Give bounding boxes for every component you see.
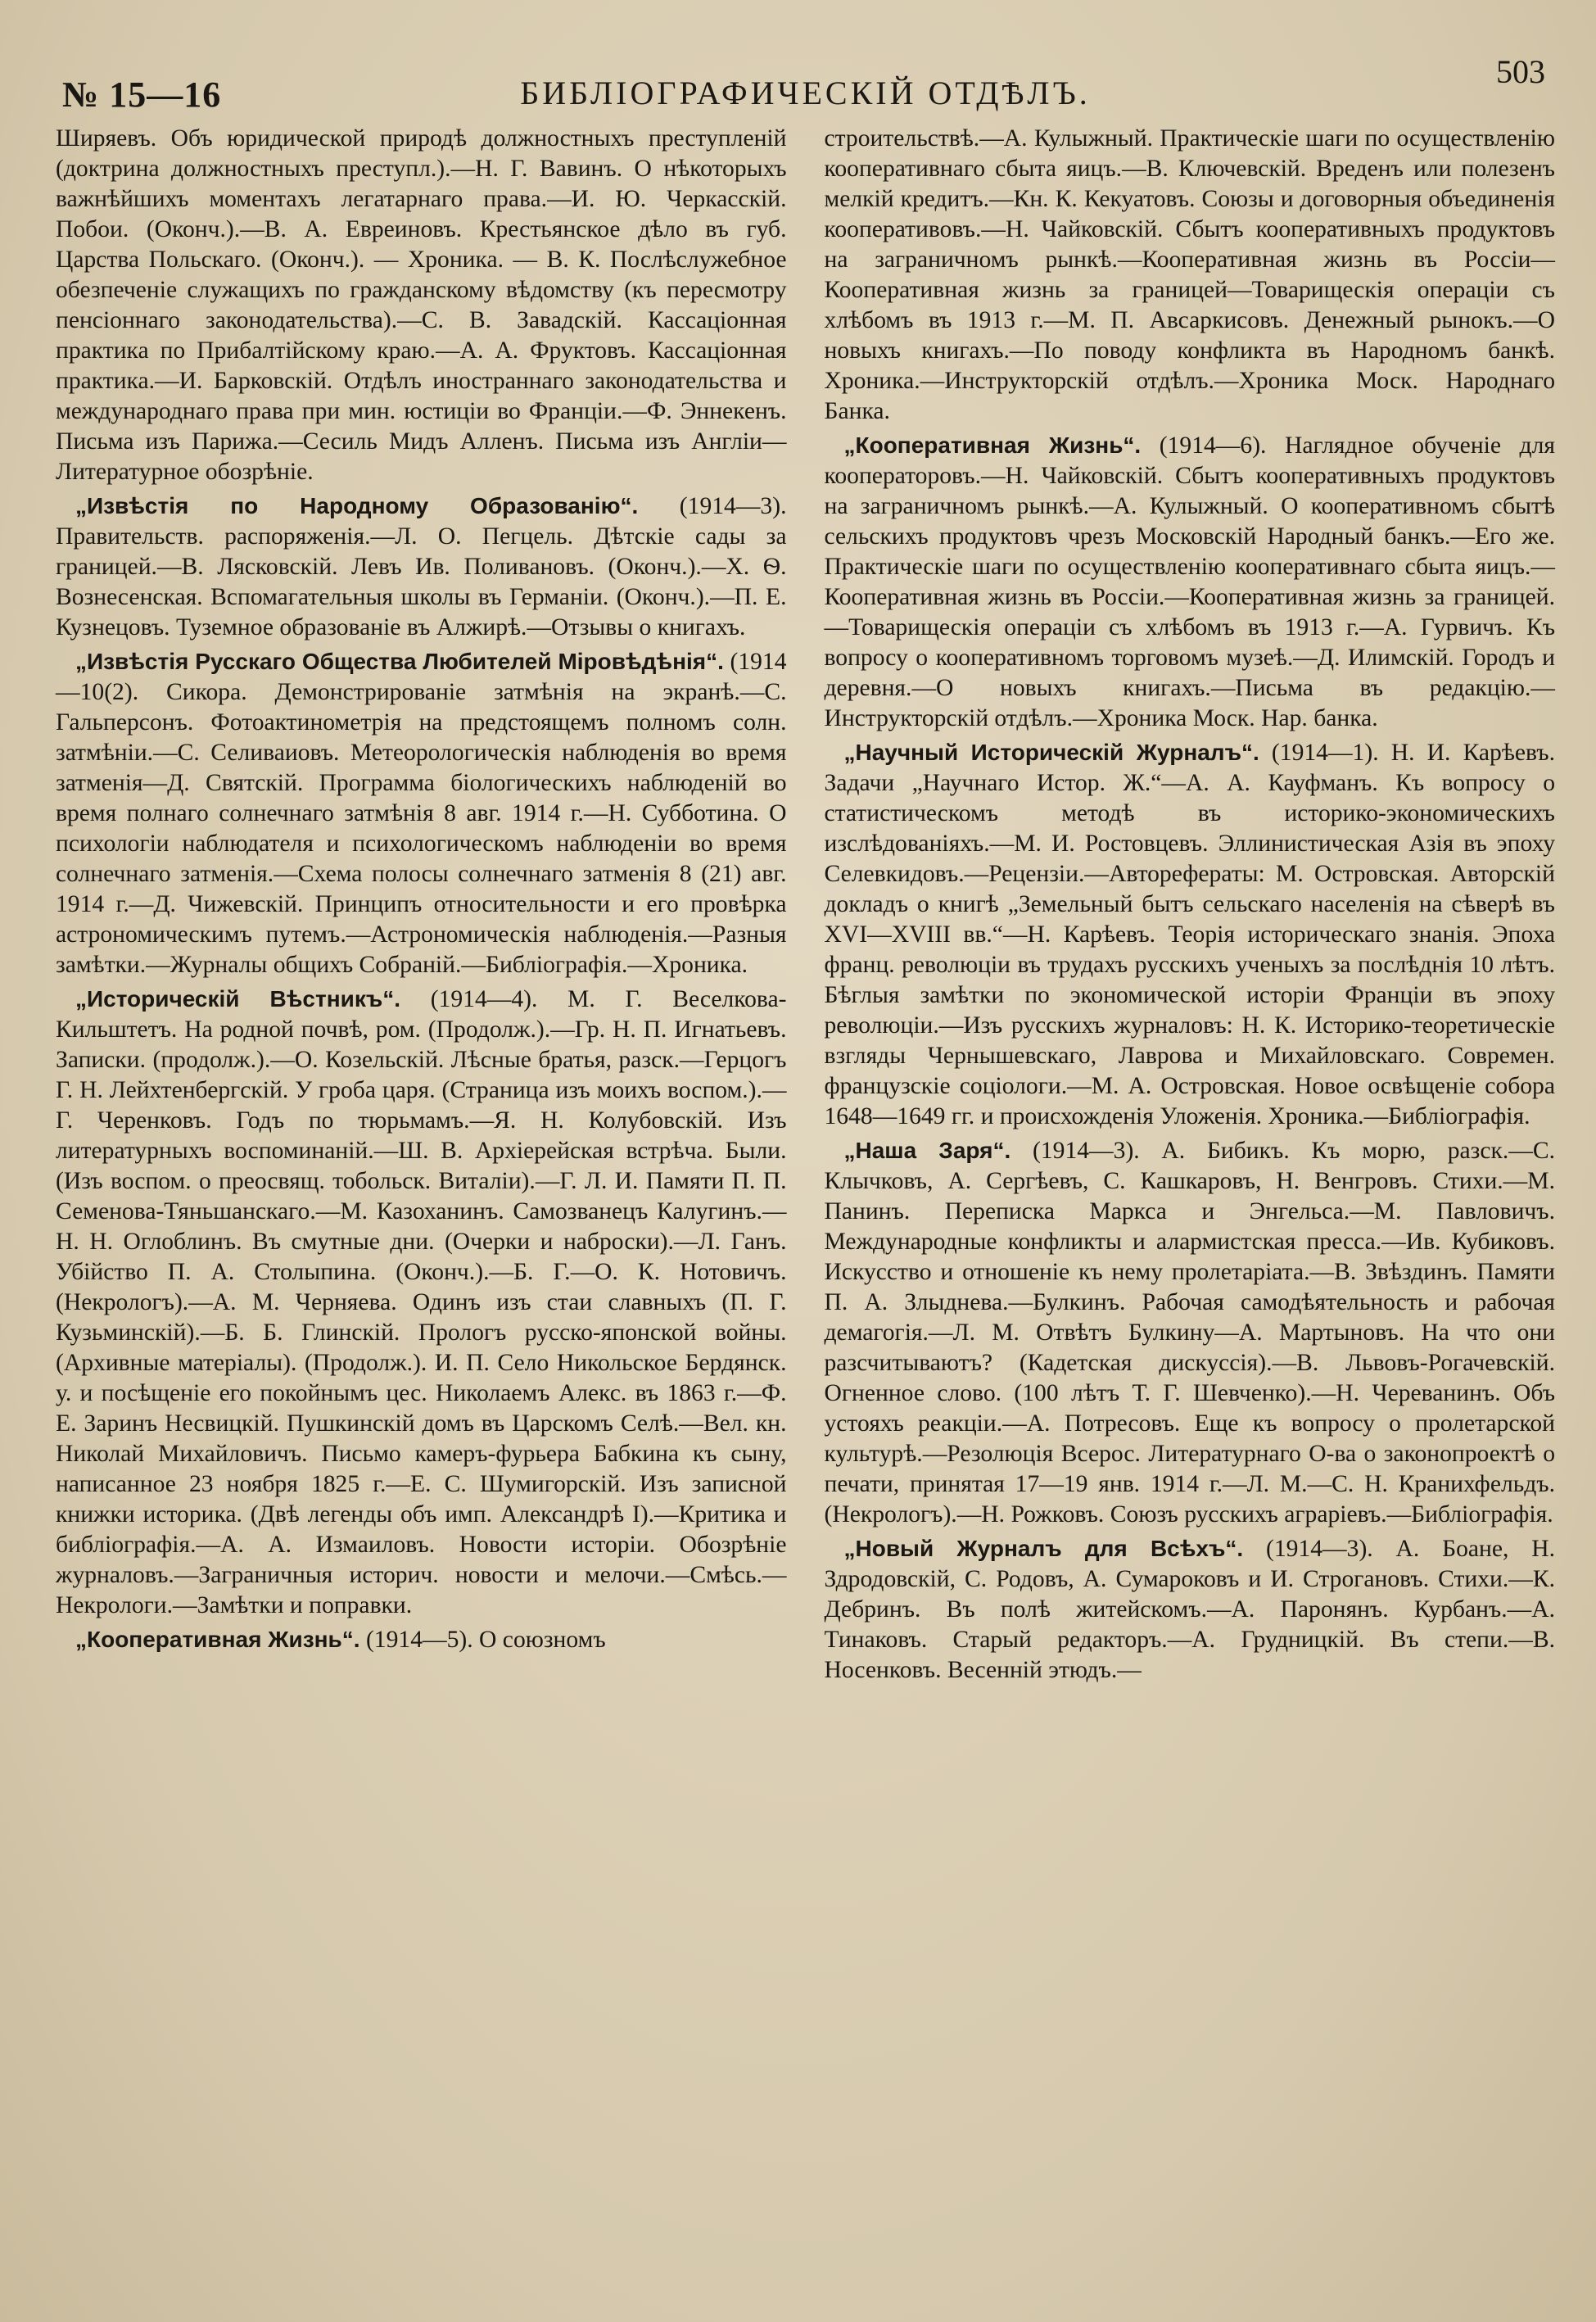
- bibliography-entry: [825, 123, 1556, 427]
- left-column: [56, 123, 787, 1689]
- entry-text: Ширяевъ. Объ юридической природѣ должностныхъ преступленій (доктрина должностныхъ преступл.).—Н. Г. Вавинъ. О нѣкоторыхъ важнѣйшихъ моментахъ легатарнаго права.—И. Ю. Черкасскій. Побои. (Оконч.).—В. А. Евреиновъ. Крестьянское дѣло въ губ. Царства Польскаго. (Оконч.). — Хроника. — В. К. Послѣслужебное обезпеченіе служащихъ по гражданскому вѣдомству (къ пересмотру пенсіоннаго законодательства).—С. В. Завадскій. Кассаціонная практика по Прибалтійскому краю.—А. А. Фруктовъ. Кассаціонная практика.—И. Барковскій. Отдѣлъ иностраннаго законодательства и международнаго права при мин. юстиціи во Франціи.—Ф. Эннекенъ. Письма изъ Парижа.—Сесиль Мидъ Алленъ. Письма изъ Англіи—Литературное обозрѣніе.: [56, 125, 787, 485]
- page-number: 503: [1496, 53, 1545, 90]
- section-title: БИБЛІОГРАФИЧЕСКІЙ ОТДѢЛЪ.: [520, 75, 1091, 111]
- journal-title: „Извѣстія по Народному Образованію“.: [75, 493, 639, 518]
- entry-text: строительствѣ.—А. Кулыжный. Практическіе шаги по осуществленію кооперативнаго сбыта яицъ.—В. Ключевскій. Вреденъ или полезенъ мелкій кредитъ.—Кн. К. Кекуатовъ. Союзы и договорныя объединенія кооперативовъ.—Н. Чайковскій. Сбытъ кооперативныхъ продуктовъ на заграничномъ рынкѣ.—Кооперативная жизнь въ Россіи—Кооперативная жизнь за границей—Товарищескія операціи съ хлѣбомъ въ 1913 г.—М. П. Авсаркисовъ. Денежный рынокъ.—О новыхъ книгахъ.—По поводу конфликта въ Народномъ банкѣ. Хроника.—Инструкторскій отдѣлъ.—Хроника Моск. Народнаго Банка.: [824, 125, 1555, 424]
- bibliography-entry: [56, 1624, 787, 1655]
- entry-text: (1914—10(2). Сикора. Демонстрированіе затмѣнія на экранѣ.—С. Гальперсонъ. Фотоактинометрія на предстоящемъ полномъ солн. затмѣніи.—С. Селиваиовъ. Метеорологическія наблюденія во время затменія—Д. Святскій. Программа біологическихъ наблюденій во время полнаго солнечнаго затмѣнія 8 авг. 1914 г.—Н. Субботина. О психологіи наблюдателя и психологическомъ наблюденіи во время солнечнаго затменія.—Схема полосы солнечнаго затменія 8 (21) авг. 1914 г.—Д. Чижевскій. Принципъ относительности и его провѣрка астрономическимъ путемъ.—Астрономическія наблюденія.—Разныя замѣтки.—Журналы общихъ Собраній.—Библіографія.—Хроника.: [56, 649, 787, 978]
- bibliography-entry: [56, 491, 787, 643]
- entry-text: (1914—5). О союзномъ: [365, 1627, 606, 1653]
- journal-title: „Новый Журналъ для Всѣхъ“.: [843, 1536, 1244, 1561]
- bibliography-entry: [56, 984, 787, 1621]
- journal-title: „Историческій Вѣстникъ“.: [75, 986, 401, 1012]
- bibliography-entry: [56, 646, 787, 980]
- text-columns: [56, 123, 1555, 1689]
- bibliography-entry: [56, 123, 787, 487]
- journal-title: „Наша Заря“.: [843, 1138, 1011, 1163]
- entry-text: (1914—1). Н. И. Карѣевъ. Задачи „Научнаго Истор. Ж.“—А. А. Кауфманъ. Къ вопросу о статистическомъ методѣ въ историко-экономическихъ изслѣдованіяхъ.—М. И. Ростовцевъ. Эллинистическая Азія въ эпоху Селевкидовъ.—Рецензіи.—Авторефераты: М. Островская. Авторскій докладъ о книгѣ „Земельный бытъ сельскаго населенія на сѣверѣ въ XVI—XVIII вв.“—Н. Карѣевъ. Теорія историческаго знанія. Эпоха франц. революціи въ трудахъ русскихъ ученыхъ за послѣднія 10 лѣтъ. Бѣглыя замѣтки по экономической исторіи Франціи въ эпоху революціи.—Изъ русскихъ журналовъ: Н. К. Историко-теоретическіе взгляды Чернышевскаго, Лаврова и Михайловскаго. Современ. французскіе соціологи.—М. А. Островская. Новое освѣщеніе собора 1648—1649 гг. и происхожденія Уложенія. Хроника.—Библіографія.: [824, 740, 1555, 1129]
- journal-title: „Научный Историческій Журналъ“.: [843, 740, 1259, 765]
- entry-text: (1914—6). Наглядное обученіе для кооператоровъ.—Н. Чайковскій. Сбытъ кооперативныхъ продуктовъ на заграничномъ рынкѣ.—А. Кулыжный. О кооперативномъ сбытѣ сельскихъ продуктовъ чрезъ Московскій Народный банкъ.—Его же. Практическіе шаги по осуществленію кооперативнаго сбыта яицъ.—Кооперативная жизнь въ Россіи.—Кооперативная жизнь за границей.—Товарищескія операціи съ хлѣбомъ въ 1913 г.—А. Гурвичъ. Къ вопросу о кооперативномъ торговомъ музеѣ.—Д. Илимскій. Городъ и деревня.—О новыхъ книгахъ.—Письма въ редакцію.—Инструкторскій отдѣлъ.—Хроника Моск. Нар. банка.: [824, 432, 1555, 731]
- entry-text: (1914—3). А. Боане, Н. Здродовскій, С. Родовъ, А. Сумароковъ и И. Строгановъ. Стихи.—К. Дебринъ. Въ полѣ житейскомъ.—А. Паронянъ. Курбанъ.—А. Тинаковъ. Старый редакторъ.—А. Грудницкій. Въ степи.—В. Носенковъ. Весенній этюдъ.—: [824, 1536, 1555, 1683]
- right-column: [825, 123, 1556, 1689]
- page-header: [56, 49, 1555, 123]
- journal-title: „Извѣстія Русскаго Общества Любителей Міровѣдѣнія“.: [75, 649, 724, 674]
- journal-title: „Кооперативная Жизнь“.: [843, 432, 1142, 458]
- entry-text: (1914—4). М. Г. Веселкова-Кильштетъ. На родной почвѣ, ром. (Продолж.).—Гр. Н. П. Игнатьевъ. Записки. (продолж.).—О. Козельскій. Лѣсные братья, разск.—Герцогъ Г. Н. Лейхтенбергскій. У гроба царя. (Страница изъ моихъ воспом.).—Г. Черенковъ. Годъ по тюрьмамъ.—Я. Н. Колубовскій. Изъ литературныхъ воспоминаній.—Ш. В. Архіерейская встрѣча. Были. (Изъ воспом. о преосвящ. тобольск. Виталіи).—Г. Л. И. Памяти П. П. Семенова-Тяньшанскаго.—М. Казоханинъ. Самозванецъ Калугинъ.—Н. Н. Оглоблинъ. Въ смутные дни. (Очерки и наброски).—Л. Ганъ. Убійство П. А. Столыпина. (Оконч.).—Б. Г.—О. К. Нотовичъ. (Некрологъ).—А. М. Черняева. Одинъ изъ стаи славныхъ (П. Г. Кузьминскій).—Б. Б. Глинскій. Прологъ русско-японской войны. (Архивные матеріалы). (Продолж.). И. П. Село Никольское Бердянск. у. и посѣщеніе его покойнымъ цес. Николаемъ Алекс. въ 1863 г.—Ф. Е. Заринъ Несвицкій. Пушкинскій домъ въ Царскомъ Селѣ.—Вел. кн. Николай Михайловичъ. Письмо камеръ-фурьера Бабкина къ сыну, написанное 23 ноября 1825 г.—Е. С. Шумигорскій. Изъ записной книжки историка. (Двѣ легенды объ имп. Александрѣ I).—Критика и библіографія.—А. А. Измаиловъ. Новости исторіи. Обозрѣніе журналовъ.—Заграничныя историч. новости и мелочи.—Смѣсь.—Некрологи.—Замѣтки и поправки.: [56, 986, 787, 1618]
- bibliography-entry: [825, 1135, 1556, 1530]
- entry-text: (1914—3). Правительств. распоряженія.—Л. О. Пегцель. Дѣтскіе сады за границей.—В. Лясковскій. Левъ Ив. Поливановъ. (Оконч.).—Х. Ѳ. Вознесенская. Вспомагательныя школы въ Германіи. (Оконч.).—П. Е. Кузнецовъ. Туземное образованіе въ Алжирѣ.—Отзывы о книгахъ.: [56, 493, 787, 640]
- journal-title: „Кооперативная Жизнь“.: [75, 1627, 360, 1652]
- bibliography-entry: [825, 1533, 1556, 1686]
- bibliography-entry: [825, 737, 1556, 1132]
- entry-text: (1914—3). А. Бибикъ. Къ морю, разск.—С. Клычковъ, А. Сергѣевъ, С. Кашкаровъ, Н. Венгровъ. Стихи.—М. Панинъ. Переписка Маркса и Энгельса.—М. Павловичъ. Международные конфликты и алармистская пресса.—Ив. Кубиковъ. Искусство и отношеніе къ нему пролетаріата.—В. Звѣздинъ. Памяти П. А. Злыднева.—Булкинъ. Рабочая самодѣятельность и рабочая демагогія.—Л. М. Отвѣтъ Булкину—А. Мартыновъ. На что они разсчитываютъ? (Кадетская дискуссія).—В. Львовъ-Рогачевскій. Огненное слово. (100 лѣтъ Т. Г. Шевченко).—Н. Череванинъ. Объ устояхъ реакціи.—А. Потресовъ. Еще къ вопросу о пролетарской культурѣ.—Резолюція Всерос. Литературнаго О-ва о законопроектѣ о печати, принятая 17—19 янв. 1914 г.—Л. М.—С. Н. Кранихфельдъ. (Некрологъ).—Н. Рожковъ. Союзъ русскихъ аграріевъ.—Библіографія.: [824, 1138, 1556, 1528]
- bibliography-entry: [825, 430, 1556, 734]
- issue-number: № 15—16: [62, 75, 222, 115]
